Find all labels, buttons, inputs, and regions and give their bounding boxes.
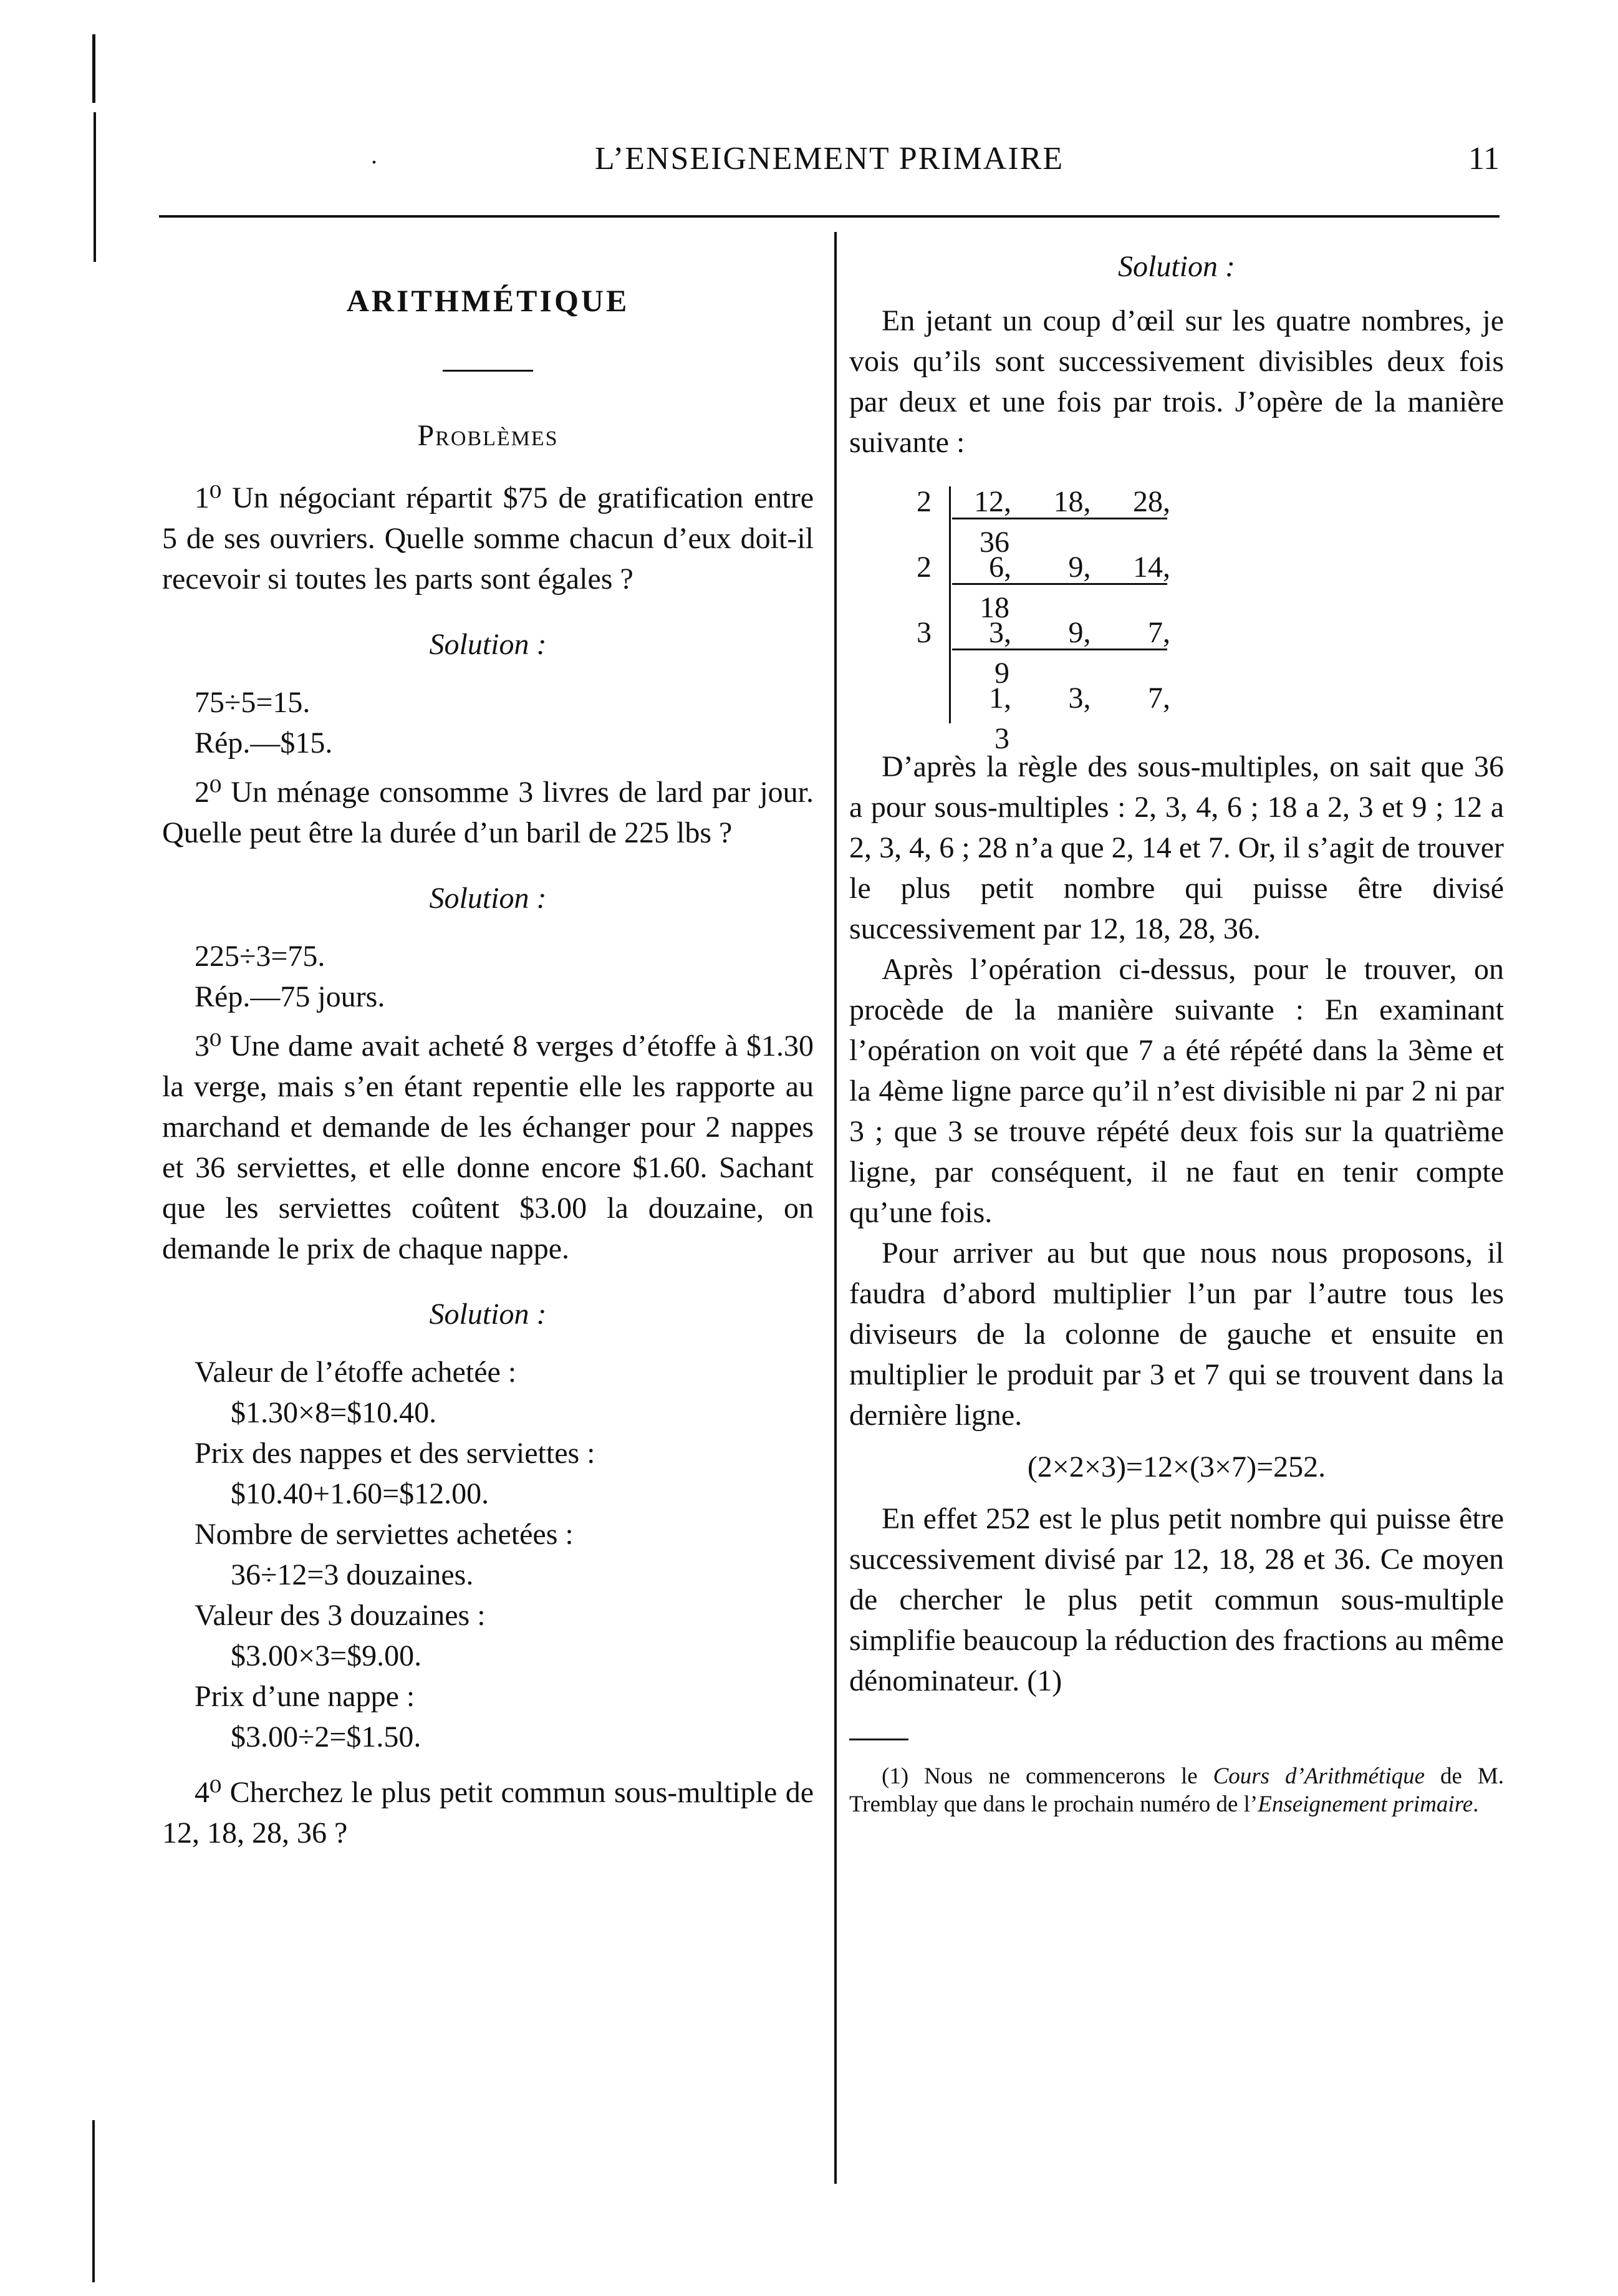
left-column bbox=[162, 268, 814, 1853]
division-cell: 9 bbox=[994, 657, 1009, 690]
division-cell: 6, bbox=[989, 551, 1011, 584]
division-cell: 18 bbox=[980, 591, 1009, 624]
solution-step: Nombre de serviettes achetées : bbox=[195, 1518, 574, 1551]
solution-line: 75÷5=15. bbox=[195, 686, 311, 719]
division-cell: 28, bbox=[1133, 485, 1170, 518]
footnote-text: de M. Tremblay que dans le prochain numéro de l’ bbox=[849, 1763, 1504, 1817]
division-cell: 36 bbox=[980, 526, 1009, 559]
division-cell: 7, bbox=[1148, 616, 1170, 649]
division-cell: 3 bbox=[994, 722, 1009, 755]
solution-step: Valeur des 3 douzaines : bbox=[195, 1599, 486, 1632]
division-cell: 14, bbox=[1133, 551, 1170, 584]
page-number: 11 bbox=[1468, 141, 1500, 176]
footnote-text: (1) Nous ne commencerons le bbox=[882, 1763, 1213, 1789]
division-cell: 1, bbox=[989, 682, 1011, 715]
solution-step: $3.00÷2=$1.50. bbox=[231, 1720, 421, 1753]
solution-label: Solution : bbox=[429, 628, 547, 661]
running-header bbox=[159, 140, 1500, 190]
division-rule bbox=[952, 649, 1167, 650]
division-table bbox=[849, 481, 1504, 755]
journal-title: L’ENSEIGNEMENT PRIMAIRE bbox=[594, 141, 1064, 176]
divisor: 2 bbox=[917, 551, 932, 584]
division-cell: 7, bbox=[1148, 682, 1170, 715]
problem-3: 3⁰ Une dame avait acheté 8 verges d’étoffe à $1.30 la verge, mais s’en étant repentie elle les rapporte au marchand et demande de les échanger pour 2 nappes et 36 serviettes, et elle donne encore $1.60. Sachant que les serviettes coûtent $3.00 la douzaine, on demande le prix de chaque nappe. bbox=[162, 1030, 814, 1265]
problem-1: 1⁰ Un négociant répartit $75 de gratification entre 5 de ses ouvriers. Quelle somme chacun d’eux doit-il recevoir si toutes les parts sont égales ? bbox=[162, 481, 814, 596]
division-cell: 9, bbox=[1068, 551, 1091, 584]
solution-step: $3.00×3=$9.00. bbox=[231, 1639, 422, 1672]
column-divider bbox=[834, 232, 837, 2184]
right-column bbox=[849, 246, 1504, 1818]
subheading: Problèmes bbox=[417, 419, 559, 452]
paragraph: En effet 252 est le plus petit nombre qui puisse être successivement divisé par 12, 18, 28 et 36. Ce moyen de chercher le plus petit commun sous-multiple simplifie beaucoup la réduction des fractions au même dénominateur. (1) bbox=[849, 1502, 1504, 1697]
division-row bbox=[965, 678, 1170, 759]
margin-mark bbox=[92, 34, 95, 103]
solution-answer: Rép.—$15. bbox=[195, 726, 333, 760]
footnote-text: . bbox=[1473, 1792, 1479, 1817]
margin-mark bbox=[94, 112, 96, 262]
solution-label: Solution : bbox=[429, 1298, 547, 1331]
header-mark: . bbox=[371, 141, 377, 169]
footnote bbox=[849, 1762, 1504, 1818]
solution-step: Prix des nappes et des serviettes : bbox=[195, 1437, 595, 1470]
problem-2: 2⁰ Un ménage consomme 3 livres de lard par jour. Quelle peut être la durée d’un baril de 225 lbs ? bbox=[162, 776, 814, 849]
division-rule bbox=[952, 518, 1167, 519]
division-cell: 12, bbox=[974, 485, 1011, 518]
formula: (2×2×3)=12×(3×7)=252. bbox=[1027, 1450, 1326, 1483]
section-rule bbox=[443, 370, 533, 372]
paragraph: D’après la règle des sous-multiples, on sait que 36 a pour sous-multiples : 2, 3, 4, 6 ; 18 a 2, 3 et 9 ; 12 a 2, 3, 4, 6 ; 28 n’a que 2, 14 et 7. Or, il s’agit de trouver le plus petit nombre qui puisse être divisé successivement par 12, 18, 28, 36. bbox=[849, 750, 1504, 945]
division-bar bbox=[949, 486, 951, 723]
footnote-rule bbox=[849, 1739, 908, 1740]
solution-intro: En jetant un coup d’œil sur les quatre nombres, je vois qu’ils sont successivement divisibles deux fois par deux et une fois par trois. J’opère de la manière suivante : bbox=[849, 304, 1504, 459]
solution-answer: Rép.—75 jours. bbox=[195, 980, 385, 1013]
division-cell: 3, bbox=[989, 616, 1011, 649]
footnote-italic: Cours d’Arithmétique bbox=[1213, 1763, 1425, 1789]
division-cell: 9, bbox=[1068, 616, 1091, 649]
solution-step: Valeur de l’étoffe achetée : bbox=[195, 1356, 517, 1389]
paragraph: Pour arriver au but que nous nous proposons, il faudra d’abord multiplier l’un par l’autre tous les diviseurs de la colonne de gauche et ensuite en multiplier le produit par 3 et 7 qui se trouvent dans la dernière ligne. bbox=[849, 1237, 1504, 1432]
solution-step: $10.40+1.60=$12.00. bbox=[231, 1477, 489, 1510]
header-rule bbox=[159, 215, 1500, 218]
division-cell: 18, bbox=[1053, 485, 1091, 518]
solution-step: Prix d’une nappe : bbox=[195, 1680, 415, 1713]
divisor: 2 bbox=[917, 485, 932, 518]
margin-mark bbox=[92, 2120, 95, 2282]
divisor: 3 bbox=[917, 616, 932, 649]
solution-label: Solution : bbox=[429, 882, 547, 915]
problem-4: 4⁰ Cherchez le plus petit commun sous-multiple de 12, 18, 28, 36 ? bbox=[162, 1776, 814, 1850]
division-rule bbox=[952, 583, 1167, 585]
division-cell: 3, bbox=[1068, 682, 1091, 715]
solution-step: 36÷12=3 douzaines. bbox=[231, 1558, 474, 1591]
footnote-italic: Enseignement primaire bbox=[1258, 1792, 1473, 1817]
solution-label: Solution : bbox=[1118, 250, 1235, 283]
solution-line: 225÷3=75. bbox=[195, 940, 325, 973]
paragraph: Après l’opération ci-dessus, pour le trouver, on procède de la manière suivante : En examinant l’opération on voit que 7 a été répété dans la 3ème et la 4ème ligne parce qu’il n’est divisible ni par 2 ni par 3 ; que 3 se trouve répété deux fois sur la quatrième ligne, par conséquent, il ne faut en tenir compte qu’une fois. bbox=[849, 953, 1504, 1229]
solution-step: $1.30×8=$10.40. bbox=[231, 1396, 437, 1429]
section-title: ARITHMÉTIQUE bbox=[346, 283, 630, 318]
